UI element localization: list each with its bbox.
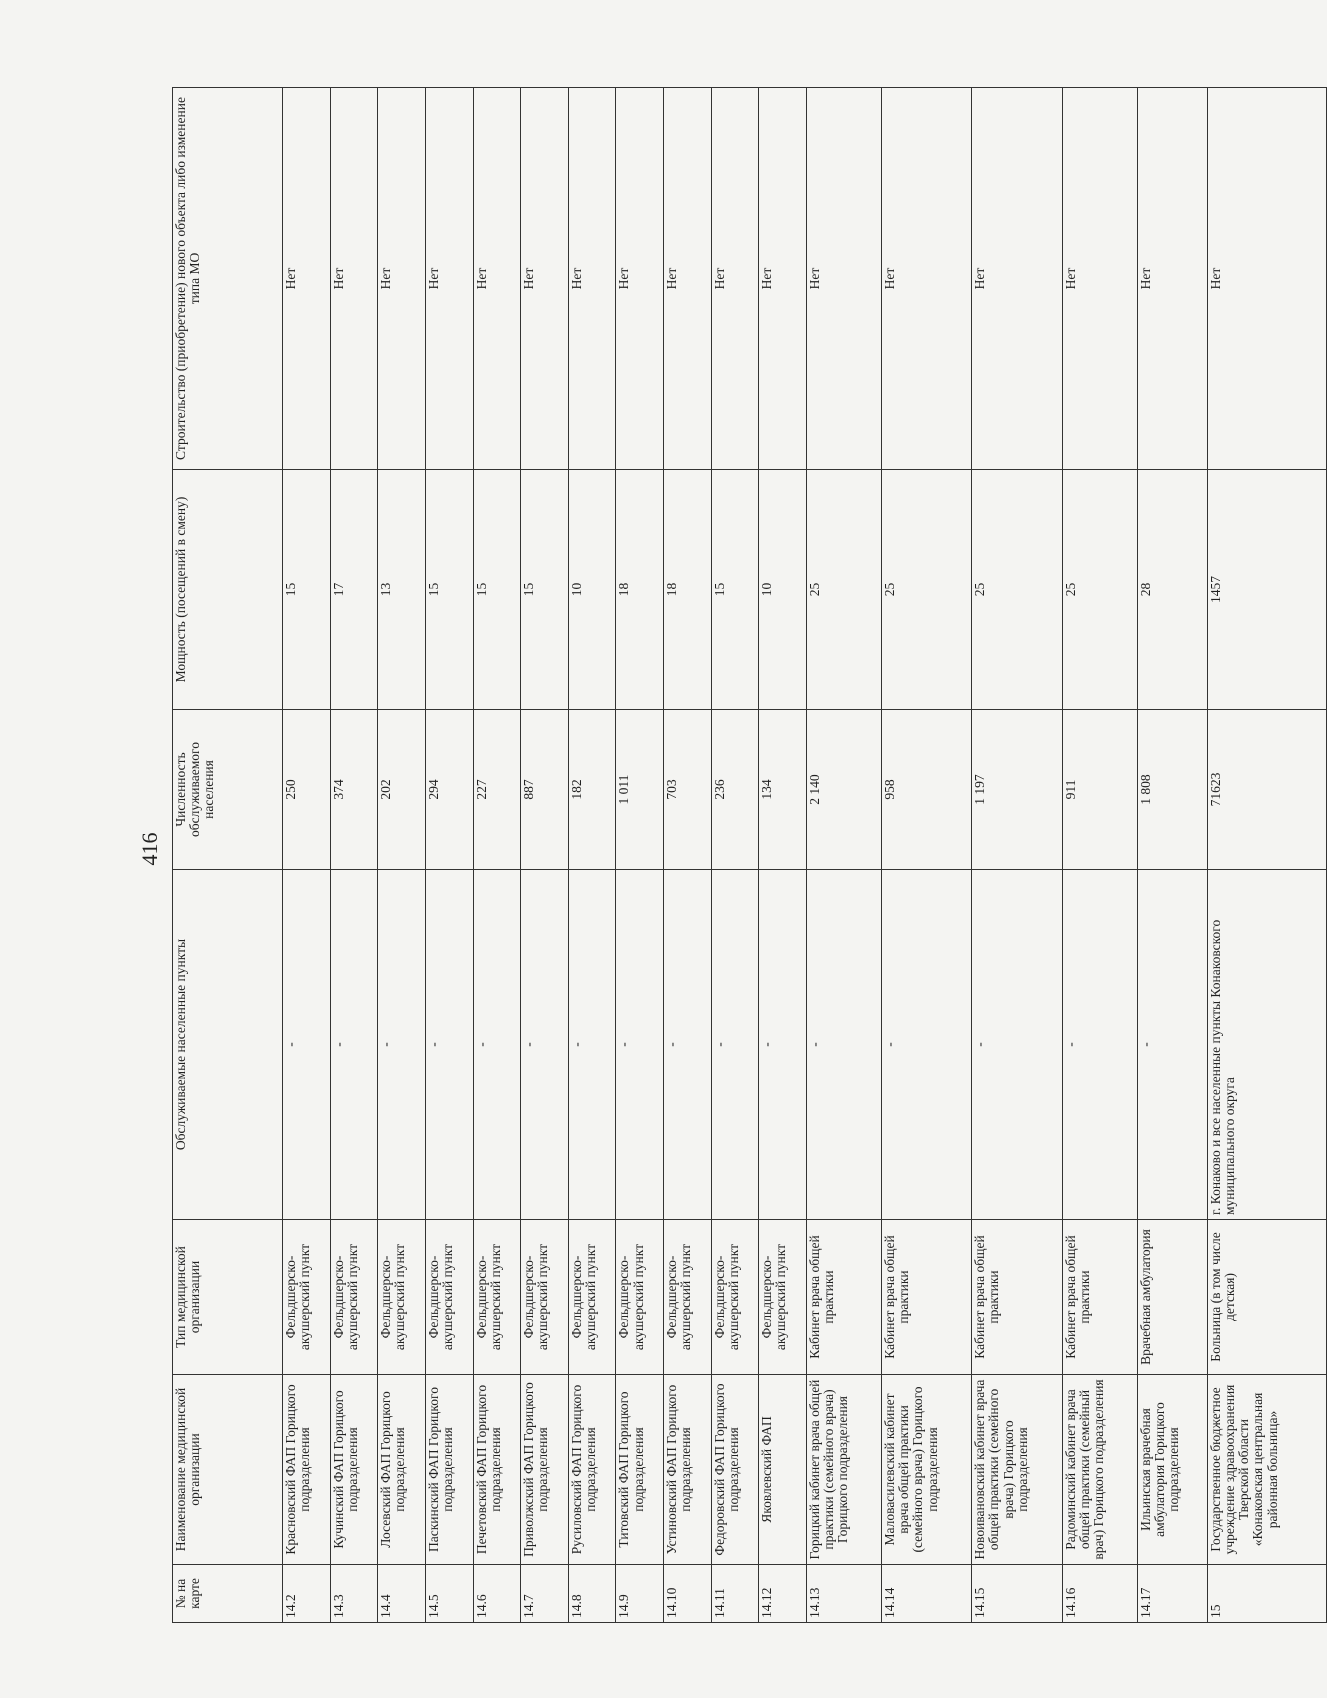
cell-org-name: Титовский ФАП Горицкого подразделения <box>616 1375 664 1565</box>
cell-capacity: 13 <box>378 470 426 710</box>
table-row <box>378 88 426 1623</box>
cell-served-settlements: - <box>1137 870 1207 1220</box>
cell-capacity: 15 <box>425 470 473 710</box>
page-number: 416 <box>137 832 162 866</box>
cell-population: 1 808 <box>1137 710 1207 870</box>
cell-served-settlements: - <box>972 870 1062 1220</box>
cell-map-number: 14.11 <box>711 1565 759 1623</box>
cell-org-name: Ильинская врачебная амбулатория Горицкого подразделения <box>1137 1375 1207 1565</box>
cell-served-settlements: - <box>473 870 521 1220</box>
table-row <box>711 88 759 1623</box>
cell-org-name: Новоивановский кабинет врача общей практики (семейного врача) Горицкого подразделения <box>972 1375 1062 1565</box>
cell-org-type: Фельдшерско-акушерский пункт <box>711 1220 759 1375</box>
cell-map-number: 14.4 <box>378 1565 426 1623</box>
cell-population: 887 <box>521 710 569 870</box>
cell-org-name: Федоровский ФАП Горицкого подразделения <box>711 1375 759 1565</box>
cell-population: 227 <box>473 710 521 870</box>
cell-capacity: 10 <box>759 470 807 710</box>
cell-capacity: 25 <box>806 470 881 710</box>
cell-population: 236 <box>711 710 759 870</box>
header-served-settlements: Обслуживаемые населенные пункты <box>173 870 283 1220</box>
cell-population: 958 <box>882 710 972 870</box>
cell-capacity: 15 <box>473 470 521 710</box>
cell-construction: Нет <box>664 88 712 470</box>
cell-map-number: 14.15 <box>972 1565 1062 1623</box>
cell-capacity: 18 <box>616 470 664 710</box>
cell-org-name: Государственное бюджетное учреждение здравоохранения Тверской области «Конаковская центральная районная больница» <box>1207 1375 1326 1565</box>
cell-served-settlements: г. Конаково и все населенные пункты Конаковского муниципального округа <box>1207 870 1326 1220</box>
header-map-number: № на карте <box>173 1565 283 1623</box>
table-row <box>568 88 616 1623</box>
cell-org-type: Врачебная амбулатория <box>1137 1220 1207 1375</box>
cell-construction: Нет <box>1137 88 1207 470</box>
cell-org-name: Маловасилевский кабинет врача общей практики (семейного врача) Горицкого подразделения <box>882 1375 972 1565</box>
cell-org-type: Фельдшерско-акушерский пункт <box>521 1220 569 1375</box>
cell-map-number: 14.10 <box>664 1565 712 1623</box>
cell-org-type: Кабинет врача общей практики <box>806 1220 881 1375</box>
cell-capacity: 17 <box>330 470 378 710</box>
cell-population: 374 <box>330 710 378 870</box>
cell-construction: Нет <box>1207 88 1326 470</box>
cell-org-type: Фельдшерско-акушерский пункт <box>473 1220 521 1375</box>
cell-population: 1 197 <box>972 710 1062 870</box>
cell-org-name: Кучинский ФАП Горицкого подразделения <box>330 1375 378 1565</box>
cell-construction: Нет <box>378 88 426 470</box>
cell-population: 703 <box>664 710 712 870</box>
cell-population: 911 <box>1062 710 1137 870</box>
cell-org-name: Лосевский ФАП Горицкого подразделения <box>378 1375 426 1565</box>
cell-capacity: 15 <box>283 470 331 710</box>
cell-served-settlements: - <box>378 870 426 1220</box>
cell-org-type: Фельдшерско-акушерский пункт <box>330 1220 378 1375</box>
cell-capacity: 1457 <box>1207 470 1326 710</box>
cell-map-number: 15 <box>1207 1565 1326 1623</box>
table-row <box>521 88 569 1623</box>
cell-capacity: 18 <box>664 470 712 710</box>
rotated-table-container <box>172 88 1327 1623</box>
cell-construction: Нет <box>616 88 664 470</box>
cell-construction: Нет <box>283 88 331 470</box>
cell-served-settlements: - <box>711 870 759 1220</box>
cell-population: 134 <box>759 710 807 870</box>
cell-capacity: 25 <box>1062 470 1137 710</box>
table-row <box>1137 88 1207 1623</box>
header-org-name: Наименование медицинской организации <box>173 1375 283 1565</box>
table-row <box>1207 88 1326 1623</box>
cell-map-number: 14.7 <box>521 1565 569 1623</box>
cell-served-settlements: - <box>882 870 972 1220</box>
cell-construction: Нет <box>425 88 473 470</box>
table-row <box>972 88 1062 1623</box>
cell-org-type: Фельдшерско-акушерский пункт <box>616 1220 664 1375</box>
cell-org-name: Красновский ФАП Горицкого подразделения <box>283 1375 331 1565</box>
cell-map-number: 14.5 <box>425 1565 473 1623</box>
cell-served-settlements: - <box>330 870 378 1220</box>
table-row <box>806 88 881 1623</box>
cell-org-type: Фельдшерско-акушерский пункт <box>568 1220 616 1375</box>
cell-served-settlements: - <box>521 870 569 1220</box>
cell-org-type: Фельдшерско-акушерский пункт <box>664 1220 712 1375</box>
cell-org-type: Кабинет врача общей практики <box>972 1220 1062 1375</box>
table-row <box>330 88 378 1623</box>
table-frame <box>172 88 1327 1623</box>
cell-org-name: Приволжский ФАП Горицкого подразделения <box>521 1375 569 1565</box>
cell-served-settlements: - <box>759 870 807 1220</box>
cell-org-name: Паскинский ФАП Горицкого подразделения <box>425 1375 473 1565</box>
cell-served-settlements: - <box>806 870 881 1220</box>
cell-population: 71623 <box>1207 710 1326 870</box>
cell-construction: Нет <box>711 88 759 470</box>
cell-capacity: 28 <box>1137 470 1207 710</box>
cell-org-name: Радоминский кабинет врача общей практики (семейный врач) Горицкого подразделения <box>1062 1375 1137 1565</box>
cell-served-settlements: - <box>616 870 664 1220</box>
cell-capacity: 25 <box>882 470 972 710</box>
cell-construction: Нет <box>1062 88 1137 470</box>
cell-map-number: 14.6 <box>473 1565 521 1623</box>
cell-construction: Нет <box>568 88 616 470</box>
cell-org-type: Фельдшерско-акушерский пункт <box>425 1220 473 1375</box>
cell-construction: Нет <box>972 88 1062 470</box>
cell-construction: Нет <box>806 88 881 470</box>
cell-map-number: 14.3 <box>330 1565 378 1623</box>
cell-served-settlements: - <box>568 870 616 1220</box>
header-capacity: Мощность (посещений в смену) <box>173 470 283 710</box>
cell-org-name: Русиловский ФАП Горицкого подразделения <box>568 1375 616 1565</box>
table-row <box>616 88 664 1623</box>
cell-map-number: 14.8 <box>568 1565 616 1623</box>
cell-map-number: 14.9 <box>616 1565 664 1623</box>
cell-population: 182 <box>568 710 616 870</box>
cell-org-type: Фельдшерско-акушерский пункт <box>283 1220 331 1375</box>
cell-map-number: 14.12 <box>759 1565 807 1623</box>
cell-org-name: Печетовский ФАП Горицкого подразделения <box>473 1375 521 1565</box>
cell-org-type: Больница (в том числе детская) <box>1207 1220 1326 1375</box>
cell-org-type: Фельдшерско-акушерский пункт <box>759 1220 807 1375</box>
table-header-row <box>173 88 283 1623</box>
table-row <box>283 88 331 1623</box>
cell-org-name: Устиновский ФАП Горицкого подразделения <box>664 1375 712 1565</box>
table-row <box>425 88 473 1623</box>
header-construction: Строительство (приобретение) нового объекта либо изменение типа МО <box>173 88 283 470</box>
cell-map-number: 14.17 <box>1137 1565 1207 1623</box>
cell-served-settlements: - <box>664 870 712 1220</box>
cell-org-name: Яковлевский ФАП <box>759 1375 807 1565</box>
cell-population: 250 <box>283 710 331 870</box>
cell-construction: Нет <box>759 88 807 470</box>
cell-population: 202 <box>378 710 426 870</box>
table-row <box>759 88 807 1623</box>
table-row <box>882 88 972 1623</box>
cell-construction: Нет <box>473 88 521 470</box>
cell-org-type: Кабинет врача общей практики <box>1062 1220 1137 1375</box>
medical-organizations-table <box>172 87 1327 1623</box>
cell-served-settlements: - <box>1062 870 1137 1220</box>
cell-org-type: Кабинет врача общей практики <box>882 1220 972 1375</box>
cell-map-number: 14.2 <box>283 1565 331 1623</box>
cell-construction: Нет <box>330 88 378 470</box>
cell-map-number: 14.16 <box>1062 1565 1137 1623</box>
header-population: Численность обслуживаемого населения <box>173 710 283 870</box>
cell-map-number: 14.14 <box>882 1565 972 1623</box>
cell-capacity: 15 <box>521 470 569 710</box>
cell-capacity: 25 <box>972 470 1062 710</box>
cell-served-settlements: - <box>425 870 473 1220</box>
table-row <box>1062 88 1137 1623</box>
cell-org-type: Фельдшерско-акушерский пункт <box>378 1220 426 1375</box>
cell-capacity: 15 <box>711 470 759 710</box>
cell-construction: Нет <box>521 88 569 470</box>
cell-map-number: 14.13 <box>806 1565 881 1623</box>
cell-population: 1 011 <box>616 710 664 870</box>
cell-population: 2 140 <box>806 710 881 870</box>
cell-population: 294 <box>425 710 473 870</box>
table-row <box>664 88 712 1623</box>
cell-capacity: 10 <box>568 470 616 710</box>
table-row <box>473 88 521 1623</box>
cell-served-settlements: - <box>283 870 331 1220</box>
cell-org-name: Горицкий кабинет врача общей практики (семейного врача) Горицкого подразделения <box>806 1375 881 1565</box>
header-org-type: Тип медицинской организации <box>173 1220 283 1375</box>
cell-construction: Нет <box>882 88 972 470</box>
